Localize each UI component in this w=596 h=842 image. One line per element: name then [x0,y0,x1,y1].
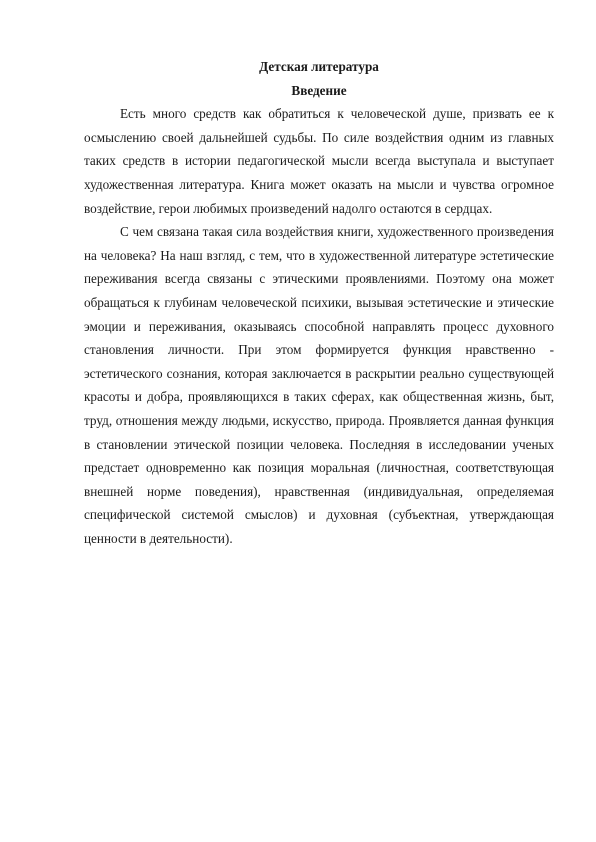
document-page [84,55,554,550]
document-subtitle: Введение [291,82,347,98]
document-title: Детская литература [259,59,379,74]
paragraph-1: Есть много средств как обратиться к человеческой душе, призвать ее к осмыслению своей дальнейшей судьбы. По силе воздействия одним из главных таких средств в истории педагогической мысли всегда выступала и выступает художественная литература. Книга может оказать на мысли и чувства огромное воздействие, герои любимых произведений надолго остаются в сердцах. [84,106,554,216]
paragraph-2: С чем связана такая сила воздействия книги, художественного произведения на человека? На наш взгляд, с тем, что в художественной литературе эстетические переживания всегда связаны с этическими проявлениями. Поэтому она может обращаться к глубинам человеческой психики, вызывая эстетические и этические эмоции и переживания, оказываясь способной направлять процесс духовного становления личности. При этом формируется функция нравственно - эстетического сознания, которая заключается в раскрытии реально существующей красоты и добра, проявляющихся в таких сферах, как общественная жизнь, быт, труд, отношения между людьми, искусство, природа. Проявляется данная функция в становлении этической позиции человека. Последняя в исследовании ученых предстает одновременно как позиция моральная (личностная, соответствующая внешней норме поведения), нравственная (индивидуальная, определяемая специфической системой смыслов) и духовная (субъектная, утверждающая ценности в деятельности). [84,224,554,546]
